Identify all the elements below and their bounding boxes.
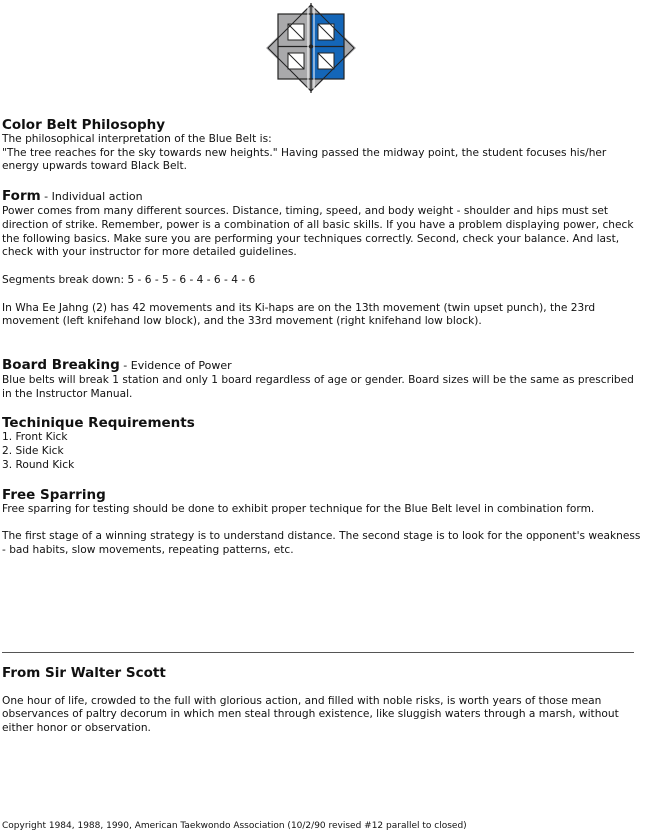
board-subheading: - Evidence of Power bbox=[119, 359, 232, 373]
technique-heading: Techinique Requirements bbox=[2, 415, 195, 432]
board-heading: Board Breaking - Evidence of Power bbox=[2, 357, 232, 374]
technique-item: 2. Side Kick bbox=[2, 445, 64, 458]
form-segments: Segments break down: 5 - 6 - 5 - 6 - 4 - 6 - 4 - 6 bbox=[2, 273, 256, 286]
form-body: Power comes from many different sources. Distance, timing, speed, and body weight - shoulder and hips must set direction of strike. Remember, power is a combination of all basic skills. If you have a problem displaying power, check the following basics. Make sure you are performing your techniques correctly. Second, check your balance. And last, check with your instructor for more detailed guidelines. bbox=[2, 205, 634, 259]
copyright-notice: Copyright 1984, 1988, 1990, American Taekwondo Association (10/2/90 revised #12 parallel to closed) bbox=[2, 821, 467, 831]
board-body: Blue belts will break 1 station and only 1 board regardless of age or gender. Board sizes will be the same as prescribed in the Instructor Manual. bbox=[2, 374, 634, 400]
quote-heading: From Sir Walter Scott bbox=[2, 664, 166, 681]
sparring-heading: Free Sparring bbox=[2, 486, 106, 503]
philosophy-intro: The philosophical interpretation of the Blue Belt is: bbox=[2, 133, 272, 145]
main-content bbox=[2, 117, 642, 736]
philosophy-heading: Color Belt Philosophy bbox=[2, 117, 166, 133]
sparring-strategy: The first stage of a winning strategy is to understand distance. The second stage is to look for the opponent's weakness - bad habits, slow movements, repeating patterns, etc. bbox=[2, 530, 641, 556]
quote-body: One hour of life, crowded to the full with glorious action, and filled with noble risks, is worth years of those mean observances of paltry decorum in which men steal through existence, like sluggish waters through a marsh, without either honor or observation. bbox=[2, 694, 619, 735]
belt-emblem-logo bbox=[264, 2, 358, 94]
form-subheading: - Individual action bbox=[40, 190, 143, 204]
form-movements: In Wha Ee Jahng (2) has 42 movements and its Ki-haps are on the 13th movement (twin upset punch), the 23rd movement (left knifehand low block), and the 33rd movement (right knifehand low block). bbox=[2, 301, 596, 328]
technique-item: 1. Front Kick bbox=[2, 431, 68, 444]
technique-item: 3. Round Kick bbox=[2, 458, 75, 471]
form-heading: Form - Individual action bbox=[2, 188, 143, 205]
philosophy-quote: "The tree reaches for the sky towards new heights." Having passed the midway point, the student focuses his/her energy upwards toward Black Belt. bbox=[2, 146, 607, 173]
sparring-body: Free sparring for testing should be done to exhibit proper technique for the Blue Belt level in combination form. bbox=[2, 502, 595, 515]
